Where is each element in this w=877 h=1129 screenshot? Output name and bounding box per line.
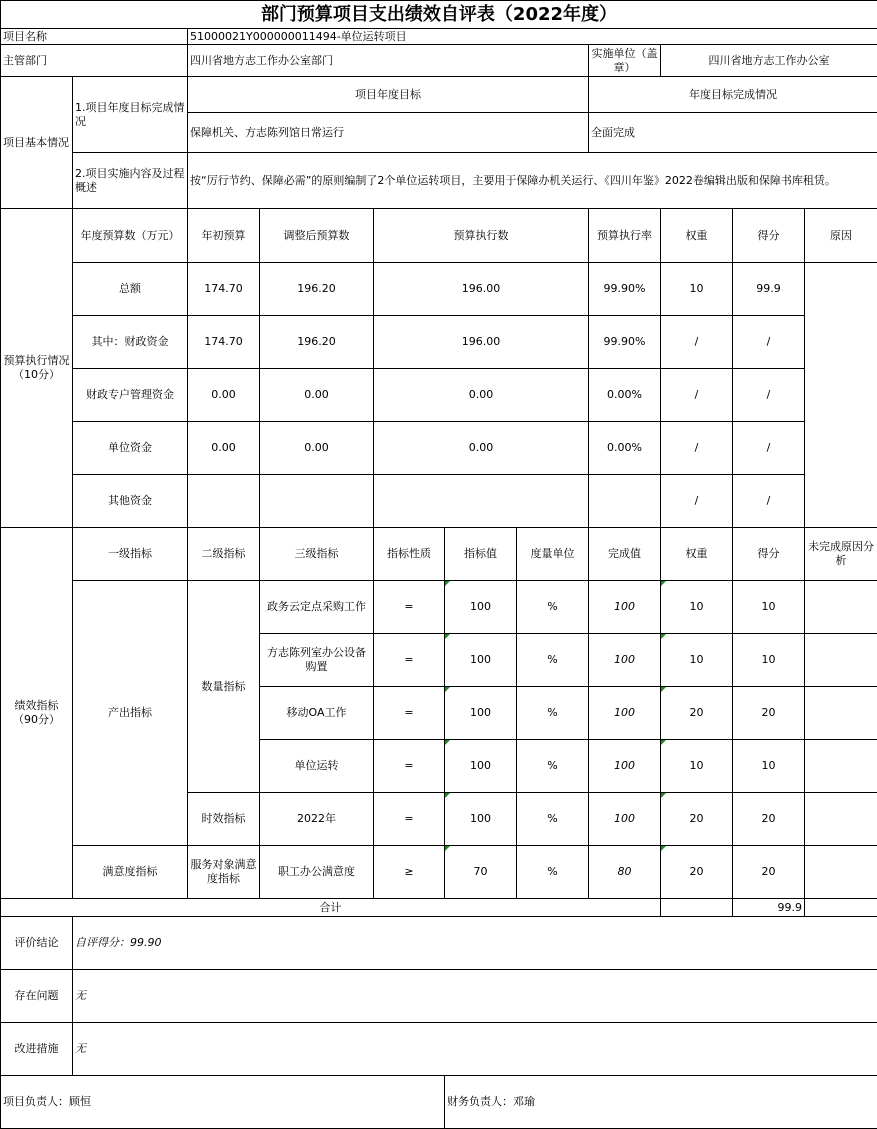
measures-label: 改进措施 xyxy=(1,1023,73,1076)
budget-header: 年初预算 xyxy=(188,209,260,263)
cell: 10 xyxy=(733,581,805,634)
cell xyxy=(661,899,733,917)
cell: 20 xyxy=(661,793,733,846)
content-value: 按“厉行节约、保障必需”的原则编制了2个单位运转项目，主要用于保障办机关运行、《四川年鉴》2022卷编辑出版和保障书库租赁。 xyxy=(188,153,877,209)
cell: % xyxy=(517,793,589,846)
budget-row xyxy=(1,263,877,316)
cell: 方志陈列室办公设备购置 xyxy=(260,634,374,687)
finance-lead: 财务负责人：邓瑜 xyxy=(445,1076,877,1129)
budget-header: 原因 xyxy=(805,209,877,263)
perf-header: 指标性质 xyxy=(374,528,445,581)
cell: % xyxy=(517,634,589,687)
cell: 99.9 xyxy=(733,263,805,316)
cell: ≥ xyxy=(374,846,445,899)
cell: 单位运转 xyxy=(260,740,374,793)
cell: 100 xyxy=(445,687,517,740)
page-title: 部门预算项目支出绩效自评表（2022年度） xyxy=(1,1,877,29)
impl-unit-value: 四川省地方志工作办公室 xyxy=(661,45,877,77)
cell: 196.20 xyxy=(260,263,374,316)
cell: 0.00 xyxy=(374,369,589,422)
status-header: 年度目标完成情况 xyxy=(589,77,877,113)
problems-label: 存在问题 xyxy=(1,970,73,1023)
cell xyxy=(589,475,661,528)
cell: = xyxy=(374,581,445,634)
perf-header: 指标值 xyxy=(445,528,517,581)
level1-satisfaction: 满意度指标 xyxy=(73,846,188,899)
cell: 100 xyxy=(589,740,661,793)
cell: 0.00 xyxy=(260,422,374,475)
cell: 0.00 xyxy=(188,422,260,475)
cell: 职工办公满意度 xyxy=(260,846,374,899)
cell: / xyxy=(661,422,733,475)
cell: 其中：财政资金 xyxy=(73,316,188,369)
total-score: 99.9 xyxy=(733,899,805,917)
problems-value: 无 xyxy=(73,970,877,1023)
level2-time: 时效指标 xyxy=(188,793,260,846)
budget-header: 预算执行数 xyxy=(374,209,589,263)
perf-header: 二级指标 xyxy=(188,528,260,581)
cell: 196.00 xyxy=(374,316,589,369)
cell: % xyxy=(517,740,589,793)
goal-label: 1.项目年度目标完成情况 xyxy=(73,77,188,153)
cell: % xyxy=(517,846,589,899)
cell: 100 xyxy=(589,634,661,687)
cell: / xyxy=(733,475,805,528)
cell: = xyxy=(374,793,445,846)
budget-row xyxy=(1,316,877,369)
perf-header: 度量单位 xyxy=(517,528,589,581)
goal-header: 项目年度目标 xyxy=(188,77,589,113)
cell xyxy=(260,475,374,528)
budget-header: 权重 xyxy=(661,209,733,263)
status-value: 全面完成 xyxy=(589,113,877,153)
cell: 总额 xyxy=(73,263,188,316)
cell xyxy=(805,687,877,740)
cell: 20 xyxy=(733,846,805,899)
project-lead: 项目负责人：顾恒 xyxy=(1,1076,445,1129)
cell: 0.00 xyxy=(188,369,260,422)
level2-satisfaction: 服务对象满意度指标 xyxy=(188,846,260,899)
cell: 174.70 xyxy=(188,263,260,316)
cell: 10 xyxy=(661,634,733,687)
budget-row xyxy=(1,475,877,528)
cell: 移动OA工作 xyxy=(260,687,374,740)
cell: 10 xyxy=(661,263,733,316)
cell: 100 xyxy=(589,793,661,846)
cell xyxy=(805,899,877,917)
cell: 20 xyxy=(733,793,805,846)
perf-header: 未完成原因分析 xyxy=(805,528,877,581)
perf-row xyxy=(1,846,877,899)
budget-header: 年度预算数（万元） xyxy=(73,209,188,263)
cell: 80 xyxy=(589,846,661,899)
cell xyxy=(374,475,589,528)
cell: 100 xyxy=(445,581,517,634)
cell: 10 xyxy=(661,740,733,793)
cell: / xyxy=(661,316,733,369)
cell xyxy=(805,634,877,687)
cell: 196.00 xyxy=(374,263,589,316)
basic-label: 项目基本情况 xyxy=(1,77,73,209)
cell: 100 xyxy=(589,687,661,740)
cell: = xyxy=(374,687,445,740)
perf-header: 三级指标 xyxy=(260,528,374,581)
cell: 10 xyxy=(733,634,805,687)
budget-label: 预算执行情况（10分） xyxy=(1,209,73,528)
budget-header: 调整后预算数 xyxy=(260,209,374,263)
project-name-label: 项目名称 xyxy=(1,29,188,45)
perf-label: 绩效指标（90分） xyxy=(1,528,73,899)
cell: % xyxy=(517,687,589,740)
cell: 2022年 xyxy=(260,793,374,846)
cell: 99.90% xyxy=(589,316,661,369)
cell: 20 xyxy=(661,687,733,740)
budget-header: 得分 xyxy=(733,209,805,263)
project-name-value: 51000021Y000000011494-单位运转项目 xyxy=(188,29,877,45)
cell: / xyxy=(661,475,733,528)
cell: 0.00 xyxy=(260,369,374,422)
cell xyxy=(805,740,877,793)
budget-row xyxy=(1,369,877,422)
cell: 0.00 xyxy=(374,422,589,475)
level1-output: 产出指标 xyxy=(73,581,188,846)
cell xyxy=(805,581,877,634)
cell: 70 xyxy=(445,846,517,899)
cell: 174.70 xyxy=(188,316,260,369)
content-label: 2.项目实施内容及过程概述 xyxy=(73,153,188,209)
conclusion-label: 评价结论 xyxy=(1,917,73,970)
cell: 10 xyxy=(733,740,805,793)
cell xyxy=(188,475,260,528)
perf-header: 得分 xyxy=(733,528,805,581)
level2-quantity: 数量指标 xyxy=(188,581,260,793)
perf-header: 完成值 xyxy=(589,528,661,581)
cell: = xyxy=(374,634,445,687)
reason-cell xyxy=(805,263,877,528)
cell: 20 xyxy=(733,687,805,740)
cell: % xyxy=(517,581,589,634)
cell: 20 xyxy=(661,846,733,899)
cell: 0.00% xyxy=(589,369,661,422)
cell xyxy=(805,846,877,899)
cell: / xyxy=(733,369,805,422)
cell: / xyxy=(733,422,805,475)
cell xyxy=(805,793,877,846)
measures-value: 无 xyxy=(73,1023,877,1076)
dept-label: 主管部门 xyxy=(1,45,188,77)
cell: 其他资金 xyxy=(73,475,188,528)
goal-value: 保障机关、方志陈列馆日常运行 xyxy=(188,113,589,153)
total-label: 合计 xyxy=(1,899,661,917)
cell: 财政专户管理资金 xyxy=(73,369,188,422)
conclusion-value: 自评得分：99.90 xyxy=(73,917,877,970)
cell: 单位资金 xyxy=(73,422,188,475)
perf-header: 权重 xyxy=(661,528,733,581)
perf-row xyxy=(1,581,877,634)
cell: 100 xyxy=(445,740,517,793)
cell: 政务云定点采购工作 xyxy=(260,581,374,634)
cell: = xyxy=(374,740,445,793)
cell: 100 xyxy=(589,581,661,634)
cell: 100 xyxy=(445,634,517,687)
cell: 99.90% xyxy=(589,263,661,316)
cell: 100 xyxy=(445,793,517,846)
cell: 0.00% xyxy=(589,422,661,475)
cell: / xyxy=(733,316,805,369)
budget-row xyxy=(1,422,877,475)
cell: 10 xyxy=(661,581,733,634)
cell: 196.20 xyxy=(260,316,374,369)
impl-unit-label: 实施单位（盖章） xyxy=(589,45,661,77)
dept-value: 四川省地方志工作办公室部门 xyxy=(188,45,589,77)
cell: / xyxy=(661,369,733,422)
perf-header: 一级指标 xyxy=(73,528,188,581)
budget-header: 预算执行率 xyxy=(589,209,661,263)
